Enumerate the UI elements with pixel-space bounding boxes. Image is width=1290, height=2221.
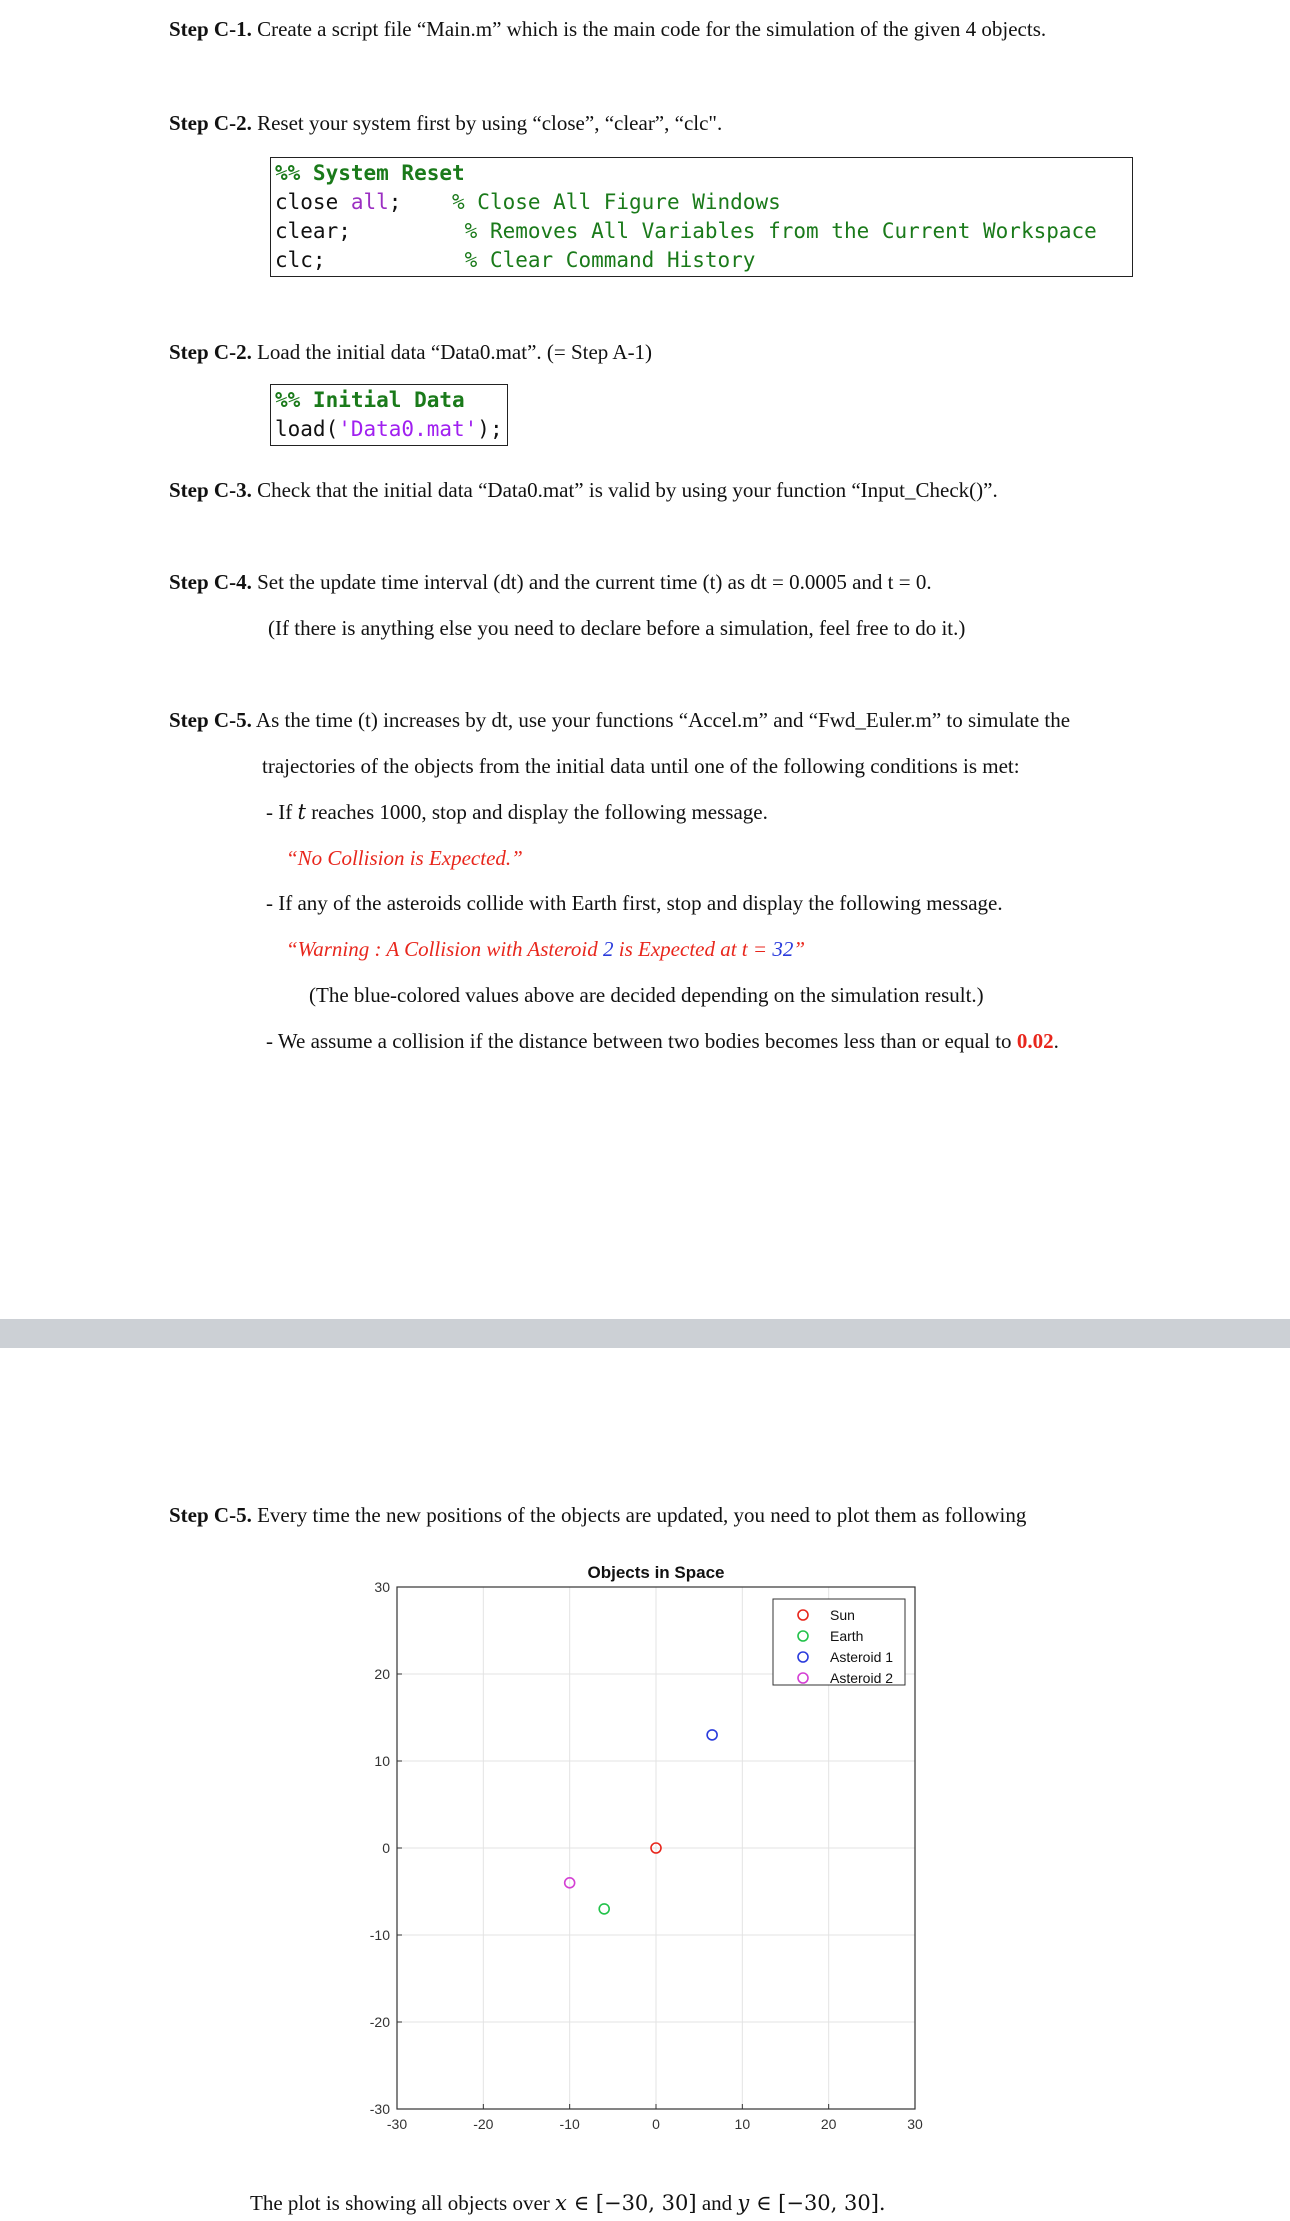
x-tick-label: 30 [907,2116,923,2132]
x-tick-label: -20 [473,2116,494,2132]
y-tick-label: 10 [374,1753,390,1769]
objects-in-space-chart [340,1550,940,2150]
chart-title: Objects in Space [587,1563,725,1582]
step-c1 [169,16,1046,42]
bullet-t-limit: - If t reaches 1000, stop and display the following message. [266,800,768,824]
y-tick-label: 20 [374,1666,390,1682]
step-c5-text2: trajectories of the objects from the initial data until one of the following conditions is met: [262,754,1020,778]
x-tick-label: -10 [559,2116,580,2132]
bullet-collision: - If any of the asteroids collide with Earth first, stop and display the following message. [266,891,1003,915]
y-tick-label: 30 [374,1579,390,1595]
message-collision-warning: “Warning : A Collision with Asteroid 2 is Expected at t = 32” [286,937,805,961]
code-comment: %% System Reset [275,161,465,185]
y-tick-label: 0 [382,1840,390,1856]
x-tick-label: 0 [652,2116,660,2132]
y-tick-label: -10 [369,1927,390,1943]
x-tick-label: -30 [386,2116,408,2132]
step-label: Step C-5. [169,708,252,732]
code-comment: %% Initial Data [275,388,465,412]
point-asteroid-1 [707,1730,717,1740]
legend-label: Sun [830,1607,855,1623]
x-tick-label: 20 [820,2116,837,2132]
code-line: clear; % Removes All Variables from the Current Workspace [275,219,1097,243]
point-earth [599,1904,609,1914]
step-label: Step C-1. [169,17,252,41]
step-c5 [169,707,1070,733]
legend-label: Asteroid 2 [830,1670,894,1686]
step-c4-note: (If there is anything else you need to declare before a simulation, feel free to do it.) [268,616,966,640]
plot-footer: The plot is showing all objects over x ∈ [−30, 30] and y ∈ [−30, 30]. [250,2191,886,2215]
step-text: Check that the initial data “Data0.mat” is valid by using your function “Input_Check()”. [251,478,998,502]
page-separator [0,1319,1290,1348]
step-c3 [169,477,998,503]
legend-label: Earth [830,1628,864,1644]
code-line: close all; % Close All Figure Windows [275,190,781,214]
code-block-initial-data [270,384,508,446]
y-tick-label: -20 [369,2014,390,2030]
message-no-collision: “No Collision is Expected.” [286,846,523,870]
legend-label: Asteroid 1 [830,1649,894,1665]
step-text: As the time (t) increases by dt, use your functions “Accel.m” and “Fwd_Euler.m” to simulate the [251,708,1071,732]
bullet-collision-distance: - We assume a collision if the distance between two bodies becomes less than or equal to 0.02. [266,1029,1059,1053]
step-c2-reset [169,110,722,136]
step-label: Step C-2. [169,111,252,135]
step-text: Set the update time interval (dt) and the current time (t) as dt = 0.0005 and t = 0. [251,570,932,594]
step-label: Step C-2. [169,340,252,364]
step-text: Every time the new positions of the objects are updated, you need to plot them as following [251,1503,1027,1527]
code-line: load('Data0.mat'); [275,417,503,441]
step-text: Reset your system first by using “close”, “clear”, “clc". [251,111,723,135]
step-label: Step C-5. [169,1503,252,1527]
step-c2-load [169,339,652,365]
step-c4 [169,569,932,595]
x-tick-label: 10 [734,2116,751,2132]
y-tick-label: -30 [369,2101,390,2117]
code-line: clc; % Clear Command History [275,248,756,272]
note-blue-values: (The blue-colored values above are decided depending on the simulation result.) [309,983,984,1007]
step-text: Create a script file “Main.m” which is the main code for the simulation of the given 4 objects. [251,17,1047,41]
step-label: Step C-4. [169,570,252,594]
step-text: Load the initial data “Data0.mat”. (= Step A-1) [251,340,653,364]
code-block-system-reset [270,157,1133,277]
step-label: Step C-3. [169,478,252,502]
step-c5-plot [169,1502,1026,1528]
